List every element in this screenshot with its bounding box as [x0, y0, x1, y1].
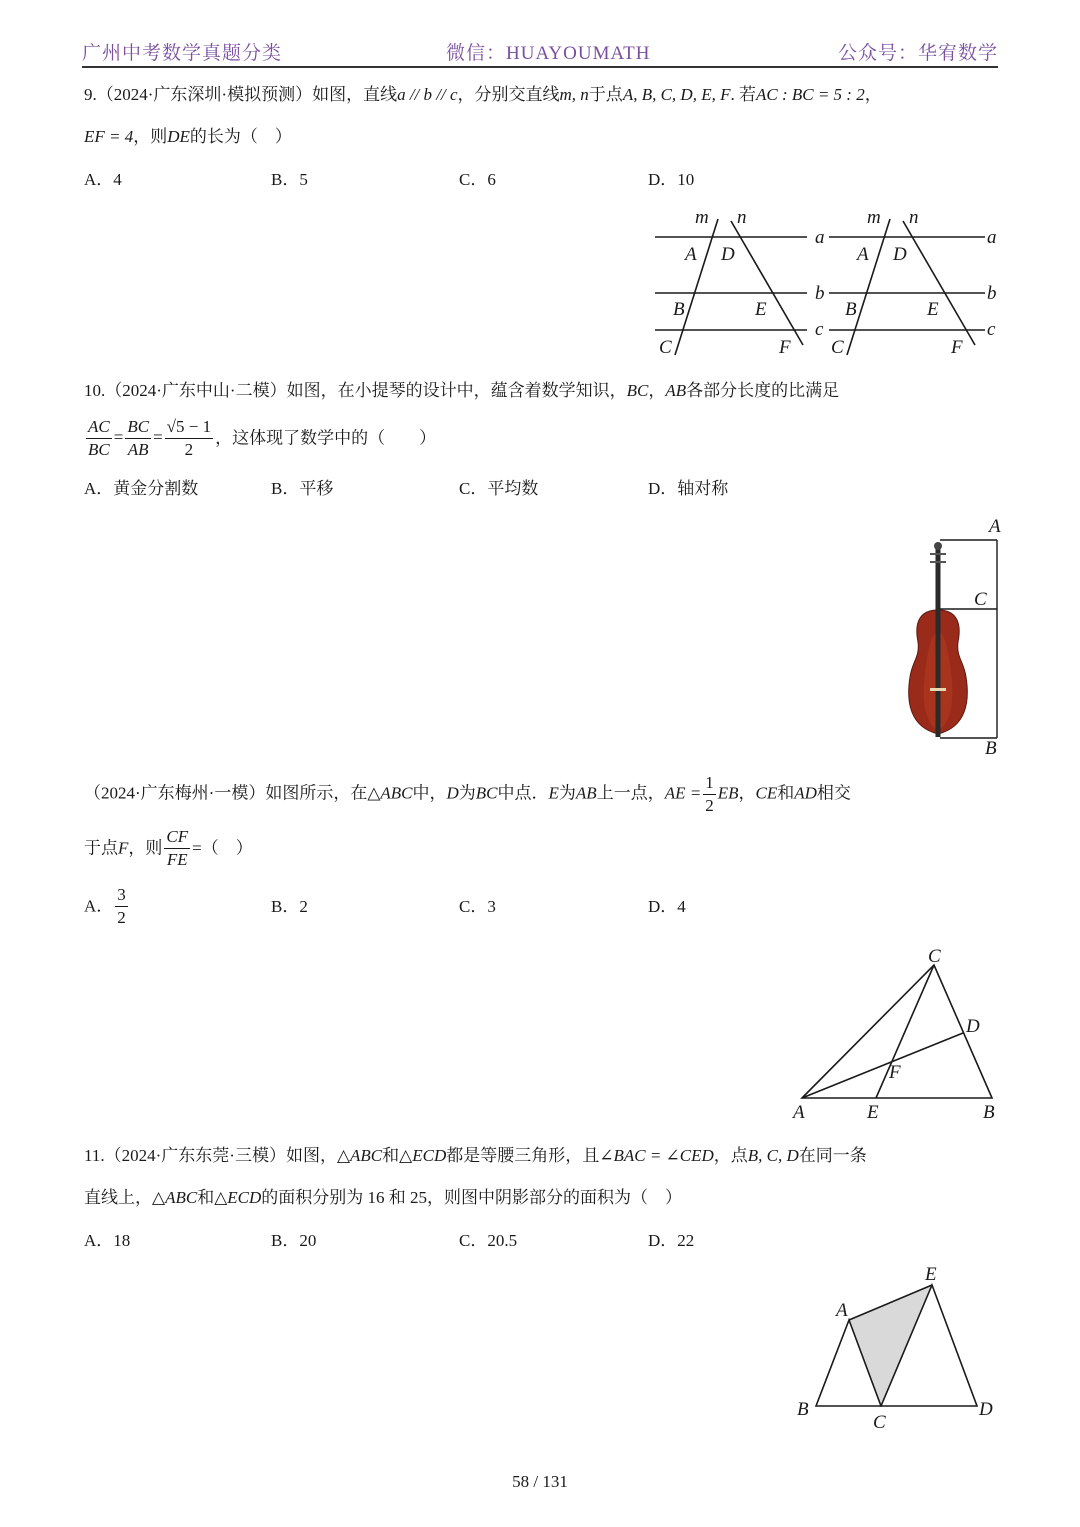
svg-text:D: D — [893, 244, 907, 265]
svg-text:A: A — [836, 1300, 848, 1321]
math: AB — [665, 381, 687, 400]
fraction: $\frac{CF}{FE}$ — [166, 827, 189, 869]
svg-text:D: D — [721, 244, 735, 265]
option-d[interactable]: D．22 — [648, 1231, 695, 1250]
option-d[interactable]: D．轴对称 — [648, 479, 729, 498]
question-11-stem-line1: 11.（2024·广东东莞·三模）如图，△ABC和△ECD都是等腰三角形，且∠BAC = ∠CED，点B, C, D在同一条 — [84, 1146, 867, 1165]
svg-text:n: n — [909, 207, 919, 228]
fraction: $\frac{√5 - 1}{2}$ — [166, 417, 212, 459]
svg-text:E: E — [927, 299, 939, 320]
question-9-stem-line1 — [84, 84, 882, 106]
svg-text:C: C — [873, 1412, 886, 1433]
option-a[interactable]: A．4 — [84, 170, 122, 189]
question-meizhou-stem-line1: （2024·广东梅州·一模）如图所示，在△ABC中，D为BC中点．E为AB上一点，AE = $\frac{1}{2}$ EB，CE和AD相交 — [84, 773, 851, 815]
question-10-stem-line2 — [84, 416, 436, 461]
svg-text:F: F — [779, 337, 791, 358]
svg-text:F: F — [951, 337, 963, 358]
page-number: 58 / 131 — [512, 1472, 568, 1491]
fraction: $\frac{AC}{BC}$ — [88, 417, 110, 459]
svg-text:b: b — [987, 283, 997, 304]
label-b: B — [985, 738, 997, 759]
fraction: $\frac{BC}{AB}$ — [127, 417, 150, 459]
label-c: C — [974, 589, 987, 610]
option-d[interactable]: D．10 — [648, 170, 695, 189]
label-b: b — [815, 283, 825, 304]
text: . 若 — [730, 85, 756, 104]
label-c: c — [815, 319, 824, 340]
svg-text:D: D — [966, 1016, 980, 1037]
label-m: m — [695, 207, 709, 228]
svg-text:B: B — [797, 1399, 809, 1420]
label-a: a — [815, 227, 825, 248]
header-wechat: 微信：HUAYOUMATH — [446, 43, 651, 64]
option-a[interactable]: A．18 — [84, 1231, 131, 1250]
option-b[interactable]: B．5 — [271, 170, 308, 189]
question-11 — [84, 1143, 998, 1253]
text: = — [153, 427, 163, 447]
math: DE — [167, 127, 190, 146]
math: BC — [626, 381, 649, 400]
svg-text:B: B — [983, 1102, 995, 1123]
question-11-stem-line2: 直线上，△ABC和△ECD的面积分别为 16 和 25，则图中阴影部分的面积为（ ） — [84, 1188, 683, 1207]
question-meizhou — [84, 772, 998, 937]
question-meizhou-figure — [785, 940, 1010, 1125]
text: ， — [648, 381, 666, 400]
svg-text:B: B — [673, 299, 685, 320]
option-c[interactable]: C．6 — [459, 170, 496, 189]
label-n: n — [737, 207, 747, 228]
svg-text:C: C — [831, 337, 844, 358]
option-b[interactable]: B．20 — [271, 1231, 317, 1250]
svg-text:C: C — [928, 946, 941, 967]
text: 10.（2024·广东中山·二模）如图，在小提琴的设计中，蕴含着数学知识， — [84, 381, 627, 400]
question-10-stem-line1 — [84, 380, 839, 402]
svg-text:A: A — [793, 1102, 805, 1123]
header-title: 广州中考数学真题分类 — [82, 43, 283, 64]
option-a[interactable]: A． $\frac{3}{2}$ — [84, 885, 126, 927]
svg-text:E: E — [925, 1264, 937, 1285]
label-a: A — [989, 516, 1001, 537]
svg-text:c: c — [987, 319, 996, 340]
question-9-stem-line2 — [84, 126, 292, 148]
page-header — [82, 36, 998, 68]
math: A, B, C, D, E, F — [622, 85, 731, 104]
question-meizhou-stem-line2: 于点F，则 $\frac{CF}{FE}$ =（ ） — [84, 827, 253, 869]
math: m, n — [559, 85, 589, 104]
svg-text:D: D — [979, 1399, 993, 1420]
svg-text:C: C — [659, 337, 672, 358]
text: ，分别交直线 — [457, 85, 560, 104]
text: 于点 — [588, 85, 623, 104]
text: = — [113, 427, 124, 447]
svg-text:E: E — [867, 1102, 879, 1123]
svg-text:F: F — [889, 1062, 901, 1083]
svg-text:E: E — [755, 299, 767, 320]
option-b[interactable]: B．2 — [271, 897, 308, 916]
figure-labels — [659, 207, 997, 358]
math: a // b // c — [397, 85, 458, 104]
question-10-figure-cello — [890, 512, 1010, 762]
question-9-figure — [645, 205, 1010, 360]
option-d[interactable]: D．4 — [648, 897, 686, 916]
question-10 — [84, 378, 998, 508]
option-c[interactable]: C．平均数 — [459, 479, 539, 498]
svg-text:m: m — [867, 207, 881, 228]
svg-text:A: A — [685, 244, 697, 265]
text: ，则 — [133, 127, 168, 146]
question-11-figure — [785, 1258, 1010, 1433]
header-account: 公众号：华宥数学 — [837, 43, 998, 64]
text: 9.（2024·广东深圳·模拟预测）如图，直线 — [84, 85, 398, 104]
math: AC : BC = 5 : 2 — [755, 85, 865, 104]
option-c[interactable]: C．20.5 — [459, 1231, 518, 1250]
fraction: $\frac{1}{2}$ — [705, 773, 714, 815]
text: ，这体现了数学中的（ ） — [215, 428, 437, 448]
option-a[interactable]: A．黄金分割数 — [84, 479, 199, 498]
svg-text:B: B — [845, 299, 857, 320]
math: EF = 4 — [84, 127, 134, 146]
text: ， — [864, 85, 882, 104]
option-b[interactable]: B．平移 — [271, 479, 334, 498]
text: 的长为（ ） — [189, 127, 292, 146]
svg-text:A: A — [857, 244, 869, 265]
text: 各部分长度的比满足 — [686, 381, 840, 400]
svg-text:a: a — [987, 227, 997, 248]
option-c[interactable]: C．3 — [459, 897, 496, 916]
